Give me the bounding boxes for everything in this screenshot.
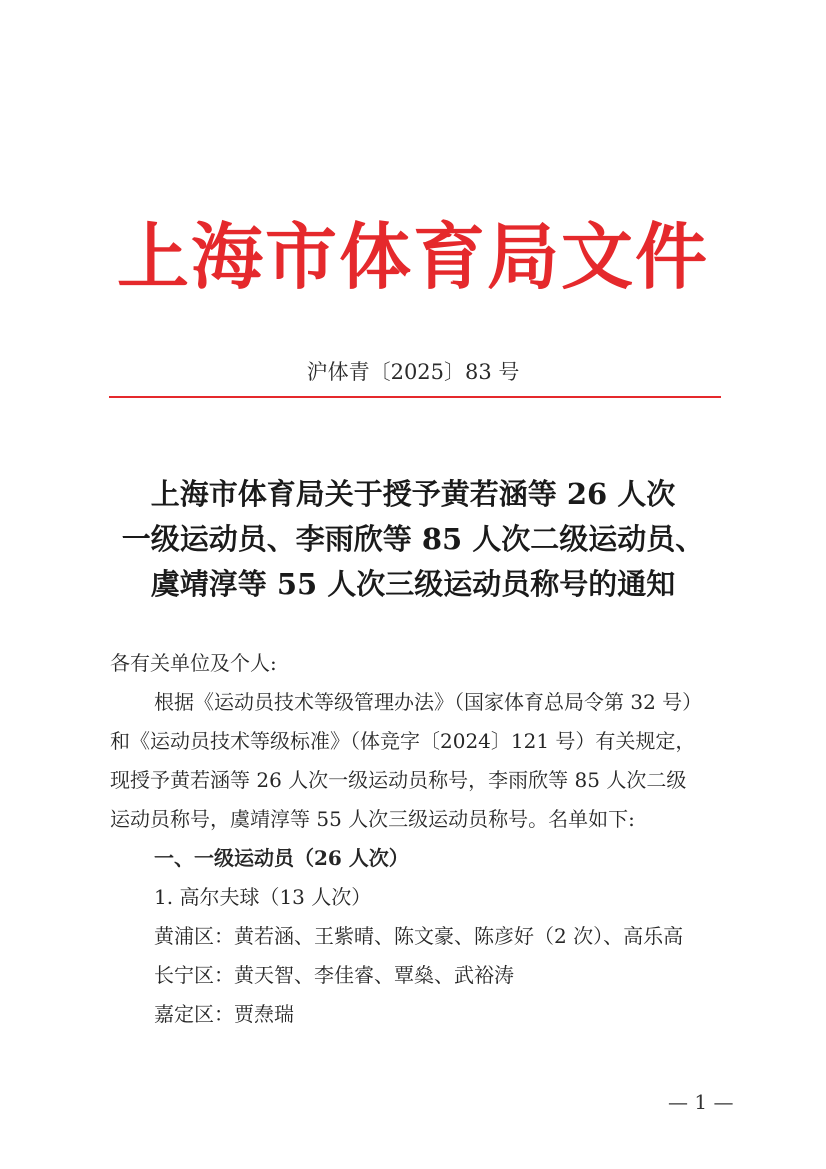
document-number: 沪体青〔2025〕83 号 [306, 360, 520, 384]
title-line: 一级运动员、李雨欣等 85 人次二级运动员、 [121, 522, 705, 556]
title-line: 虞靖淳等 55 人次三级运动员称号的通知 [150, 567, 676, 601]
paragraph-line: 现授予黄若涵等 26 人次一级运动员称号，李雨欣等 85 人次二级 [110, 768, 687, 792]
salutation: 各有关单位及个人: [110, 651, 277, 675]
masthead-title: 上海市体育局文件 [116, 214, 709, 299]
document-body [110, 644, 730, 1034]
page-number: — 1 — [668, 1090, 734, 1114]
red-divider [109, 396, 721, 398]
section-heading: 一、一级运动员（26 人次） [154, 846, 409, 870]
subsection-heading: 1. 高尔夫球（13 人次） [154, 885, 372, 909]
paragraph-line: 和《运动员技术等级标准》（体竞字〔2024〕121 号）有关规定， [110, 729, 696, 753]
district-list-item: 黄浦区：黄若涵、王紫晴、陈文豪、陈彦好（2 次）、高乐高 [154, 924, 684, 948]
title-line: 上海市体育局关于授予黄若涵等 26 人次 [150, 477, 676, 511]
notice-title [70, 472, 756, 607]
paragraph-line: 根据《运动员技术等级管理办法》（国家体育总局令第 32 号） [154, 690, 703, 714]
district-list-item: 嘉定区：贾焘瑞 [154, 1002, 294, 1026]
district-list-item: 长宁区：黄天智、李佳睿、覃燊、武裕涛 [154, 963, 514, 987]
paragraph-line: 运动员称号，虞靖淳等 55 人次三级运动员称号。名单如下: [110, 807, 635, 831]
